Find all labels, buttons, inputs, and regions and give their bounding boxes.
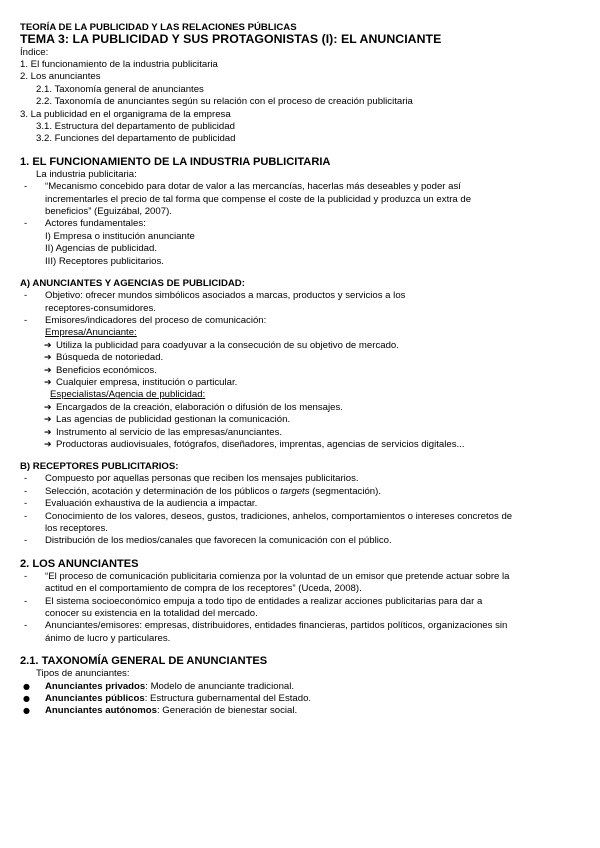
document-page — [20, 22, 582, 718]
list-item-line: - Actores fundamentales: — [45, 218, 146, 230]
index-item: 2.1. Taxonomía general de anunciantes — [36, 83, 204, 95]
list-item-text: (segmentación). — [309, 485, 381, 497]
list-item-text: Selección, acotación y determinación de los públicos o — [45, 485, 281, 497]
bullet-bold: Anunciantes públicos — [45, 693, 145, 705]
index-item: 3.1. Estructura del departamento de publicidad — [36, 121, 235, 133]
list-item-line: - Anunciantes/emisores: empresas, distribuidores, entidades financieras, partidos políticos, organizaciones sin — [45, 620, 508, 632]
bullet-text: : Generación de bienestar social. — [156, 705, 298, 717]
section-heading: 2. LOS ANUNCIANTES — [20, 557, 139, 570]
section-intro: Tipos de anunciantes: — [36, 668, 130, 680]
arrow-item: ➔ Productoras audiovisuales, fotógrafos, diseñadores, imprentas, agencias de servicios digitales... — [20, 439, 582, 451]
section-a — [20, 278, 582, 451]
page-title: TEMA 3: LA PUBLICIDAD Y SUS PROTAGONISTAS (I): EL ANUNCIANTE — [20, 32, 442, 46]
subsection-title-text: Especialistas/Agencia de publicidad: — [50, 389, 206, 401]
list-item: - Distribución de los medios/canales que favorecen la comunicación con el público. — [20, 535, 582, 547]
subsection-title-text: Empresa/Anunciante: — [45, 327, 137, 339]
section-heading: 1. EL FUNCIONAMIENTO DE LA INDUSTRIA PUBLICITARIA — [20, 155, 331, 168]
list-item — [20, 315, 582, 327]
list-item — [20, 571, 582, 596]
section-b — [20, 461, 582, 547]
list-item — [20, 218, 582, 268]
bullet-item — [20, 705, 582, 717]
arrow-item: ➔ Instrumento al servicio de las empresas/anunciantes. — [20, 427, 582, 439]
list-item-line: - Conocimiento de los valores, deseos, gustos, tradiciones, anhelos, comportamientos o intereses concretos de — [45, 510, 513, 522]
bullet-bold: Anunciantes autónomos — [45, 705, 157, 717]
arrow-item: ➔ Utiliza la publicidad para coadyuvar a la consecución de su objetivo de mercado. — [20, 340, 582, 352]
arrow-item: ➔ Beneficios económicos. — [20, 365, 582, 377]
bullet-item — [20, 693, 582, 705]
list-item — [20, 486, 582, 498]
list-item-line: conocer su existencia en la totalidad del mercado. — [45, 608, 258, 620]
list-item-line: - El sistema socioeconómico empuja a todo tipo de entidades a realizar acciones publicitarias para dar a — [45, 595, 483, 607]
list-item-line: beneficios” (Eguizábal, 2007). — [45, 206, 172, 218]
list-item — [20, 511, 582, 536]
list-item-line: actitud en el comportamiento de compra de los receptores” (Uceda, 2008). — [45, 583, 362, 595]
actor-item: III) Receptores publicitarios. — [45, 255, 164, 267]
actor-item: I) Empresa o institución anunciante — [45, 230, 195, 242]
arrow-item: ➔ Cualquier empresa, institución o particular. — [20, 377, 582, 389]
section-2 — [20, 558, 582, 645]
arrow-item: ➔ Búsqueda de notoriedad. — [20, 352, 582, 364]
list-item — [20, 181, 582, 218]
arrow-item: ➔ Las agencias de publicidad gestionan la comunicación. — [20, 414, 582, 426]
section-heading: B) RECEPTORES PUBLICITARIOS: — [20, 461, 179, 473]
list-item-line: los receptores. — [45, 523, 108, 534]
list-item-italic: targets — [280, 485, 310, 497]
subsection-title — [20, 389, 582, 401]
section-heading: A) ANUNCIANTES Y AGENCIAS DE PUBLICIDAD: — [20, 278, 245, 290]
list-item — [20, 596, 582, 621]
bullet-bold: Anunciantes privados — [45, 680, 146, 692]
subsection-title — [20, 327, 582, 339]
list-item-line: incrementarles el precio de tal forma que compense el coste de la publicidad y produzca un extra de — [45, 193, 472, 205]
arrow-item: ➔ Encargados de la creación, elaboración o difusión de los mensajes. — [20, 402, 582, 414]
section-heading: 2.1. TAXONOMÍA GENERAL DE ANUNCIANTES — [20, 655, 268, 668]
list-item: - Evaluación exhaustiva de la audiencia a impactar. — [20, 498, 582, 510]
index-section — [20, 47, 582, 146]
list-item-line: - “Mecanismo concebido para dotar de valor a las mercancías, hacerlas más deseables y poder así — [45, 181, 461, 193]
list-item-line: receptores-consumidores. — [45, 302, 156, 314]
index-title: Índice: — [20, 46, 49, 58]
bullet-item — [20, 681, 582, 693]
index-item: 1. El funcionamiento de la industria publicitaria — [20, 59, 218, 70]
list-item — [20, 290, 582, 315]
list-item-line: - “El proceso de comunicación publicitaria comienza por la voluntad de un emisor que pretende actuar sobre la — [45, 570, 510, 582]
bullet-text: : Estructura gubernamental del Estado. — [144, 693, 312, 705]
section-1 — [20, 156, 582, 268]
index-item: 3.2. Funciones del departamento de publicidad — [36, 133, 236, 145]
list-item: - Compuesto por aquellas personas que reciben los mensajes publicitarios. — [20, 473, 582, 485]
index-item: 3. La publicidad en el organigrama de la empresa — [20, 108, 231, 120]
index-item: 2.2. Taxonomía de anunciantes según su relación con el proceso de creación publicitaria — [36, 96, 413, 108]
bullet-text: : Modelo de anunciante tradicional. — [145, 680, 295, 692]
list-item-line: ánimo de lucro y particulares. — [45, 632, 171, 644]
index-item: 2. Los anunciantes — [20, 71, 101, 83]
course-title: TEORÍA DE LA PUBLICIDAD Y LAS RELACIONES PÚBLICAS — [20, 22, 297, 33]
section-2-1 — [20, 655, 582, 718]
actor-item: II) Agencias de publicidad. — [45, 243, 158, 255]
list-item-line: - Emisores/indicadores del proceso de comunicación: — [45, 314, 267, 326]
section-intro: La industria publicitaria: — [36, 168, 137, 180]
list-item — [20, 620, 582, 645]
list-item-line: - Objetivo: ofrecer mundos simbólicos asociados a marcas, productos y servicios a los — [45, 290, 406, 302]
